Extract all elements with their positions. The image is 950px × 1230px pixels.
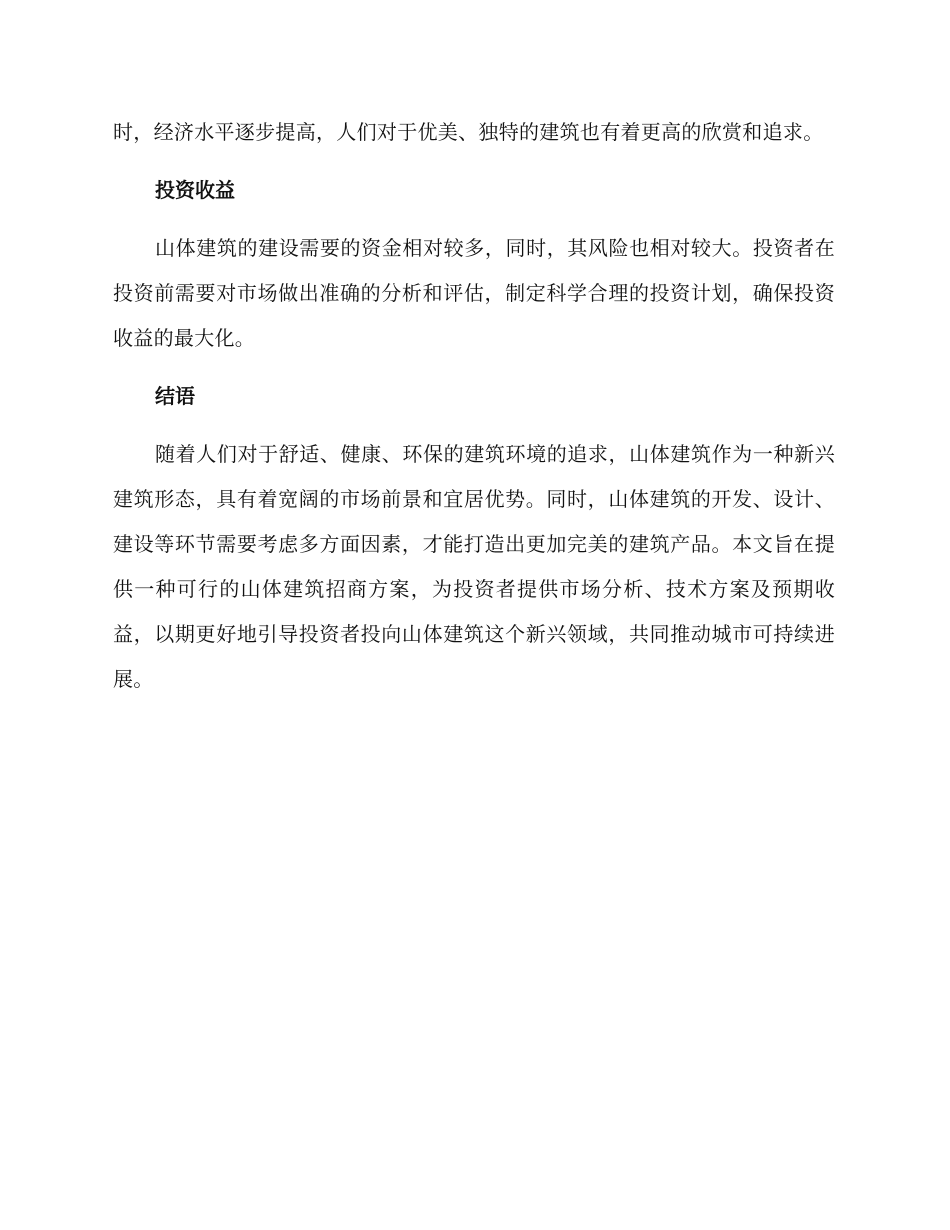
section-heading-conclusion: 结语 <box>155 384 195 408</box>
section-heading-investment-returns: 投资收益 <box>155 178 235 202</box>
paragraph-conclusion: 随着人们对于舒适、健康、环保的建筑环境的追求，山体建筑作为一种新兴建筑形态，具有着宽阔的市场前景和宜居优势。同时，山体建筑的开发、设计、建设等环节需要考虑多方面因素，才能打造出更加完美的建筑产品。本文旨在提供一种可行的山体建筑招商方案，为投资者提供市场分析、技术方案及预期收益，以期更好地引导投资者投向山体建筑这个新兴领域，共同推动城市可持续进展。 <box>113 442 835 691</box>
document-body <box>113 110 835 715</box>
paragraph-continuation: 时，经济水平逐步提高，人们对于优美、独特的建筑也有着更高的欣赏和追求。 <box>113 120 824 144</box>
paragraph-investment-returns: 山体建筑的建设需要的资金相对较多，同时，其风险也相对较大。投资者在投资前需要对市场做出准确的分析和评估，制定科学合理的投资计划，确保投资收益的最大化。 <box>113 236 835 350</box>
